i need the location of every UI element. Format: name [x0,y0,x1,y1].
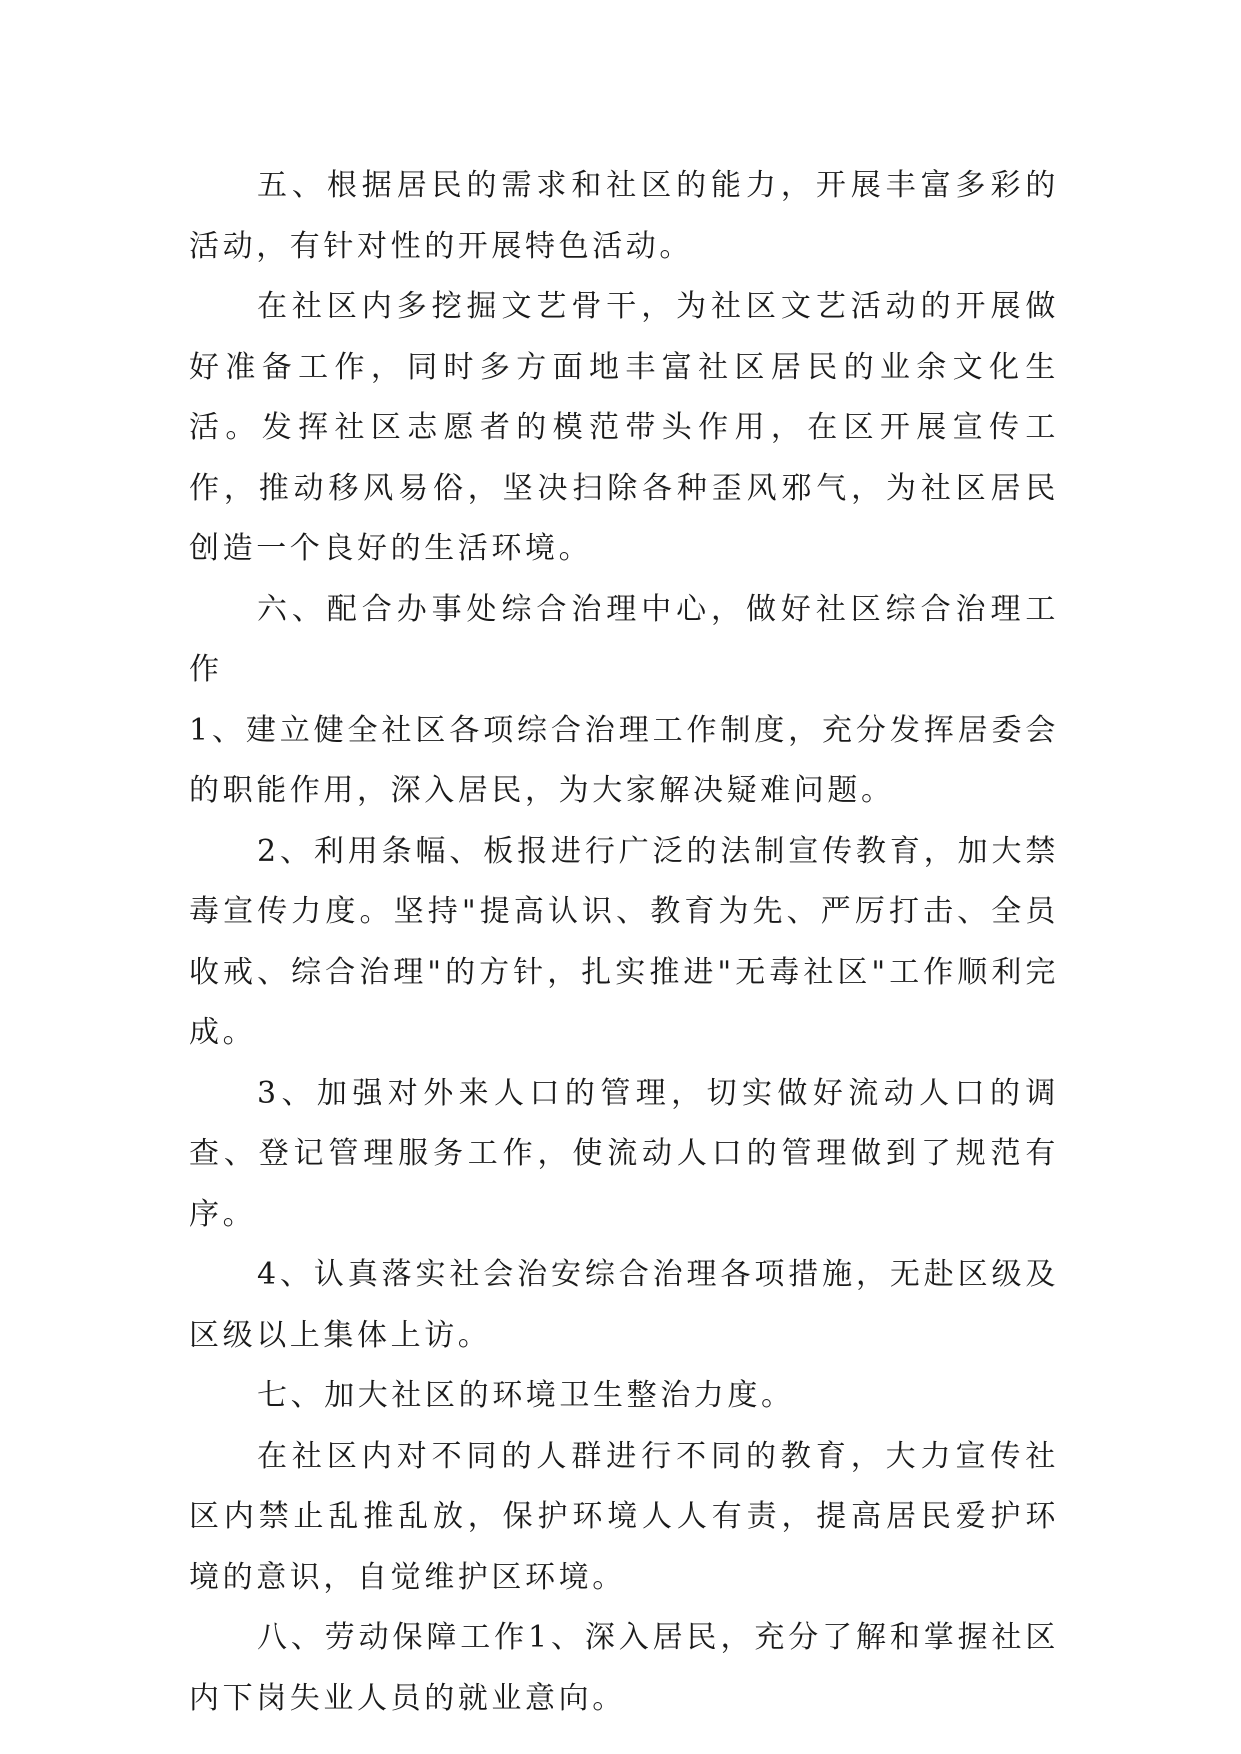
paragraph-item-3: 3、加强对外来人口的管理，切实做好流动人口的调查、登记管理服务工作，使流动人口的管理做到了规范有序。 [189,1075,1059,1232]
paragraph-arts-activities: 在社区内多挖掘文艺骨干，为社区文艺活动的开展做好准备工作，同时多方面地丰富社区居民的业余文化生活。发挥社区志愿者的模范带头作用，在区开展宣传工作，推动移风易俗，坚决扫除各种歪风邪气，为社区居民创造一个良好的生活环境。 [189,289,1059,566]
document-body [189,156,1059,1729]
paragraph-environment: 在社区内对不同的人群进行不同的教育，大力宣传社区内禁止乱推乱放，保护环境人人有责，提高居民爱护环境的意识，自觉维护区环境。 [189,1438,1059,1595]
paragraph-section-6: 六、配合办事处综合治理中心，做好社区综合治理工作 [189,591,1059,687]
paragraph-section-7: 七、加大社区的环境卫生整治力度。 [257,1378,795,1413]
paragraph-item-2: 2、利用条幅、板报进行广泛的法制宣传教育，加大禁毒宣传力度。坚持"提高认识、教育为先、严厉打击、全员收戒、综合治理"的方针，扎实推进"无毒社区"工作顺利完成。 [189,833,1059,1050]
paragraph-item-1: 1、建立健全社区各项综合治理工作制度，充分发挥居委会的职能作用，深入居民，为大家解决疑难问题。 [189,712,1059,808]
paragraph-section-8: 八、劳动保障工作1、深入居民，充分了解和掌握社区内下岗失业人员的就业意向。 [189,1620,1059,1716]
paragraph-item-4: 4、认真落实社会治安综合治理各项措施，无赴区级及区级以上集体上访。 [189,1257,1059,1353]
paragraph-section-5: 五、根据居民的需求和社区的能力，开展丰富多彩的活动，有针对性的开展特色活动。 [189,168,1059,264]
